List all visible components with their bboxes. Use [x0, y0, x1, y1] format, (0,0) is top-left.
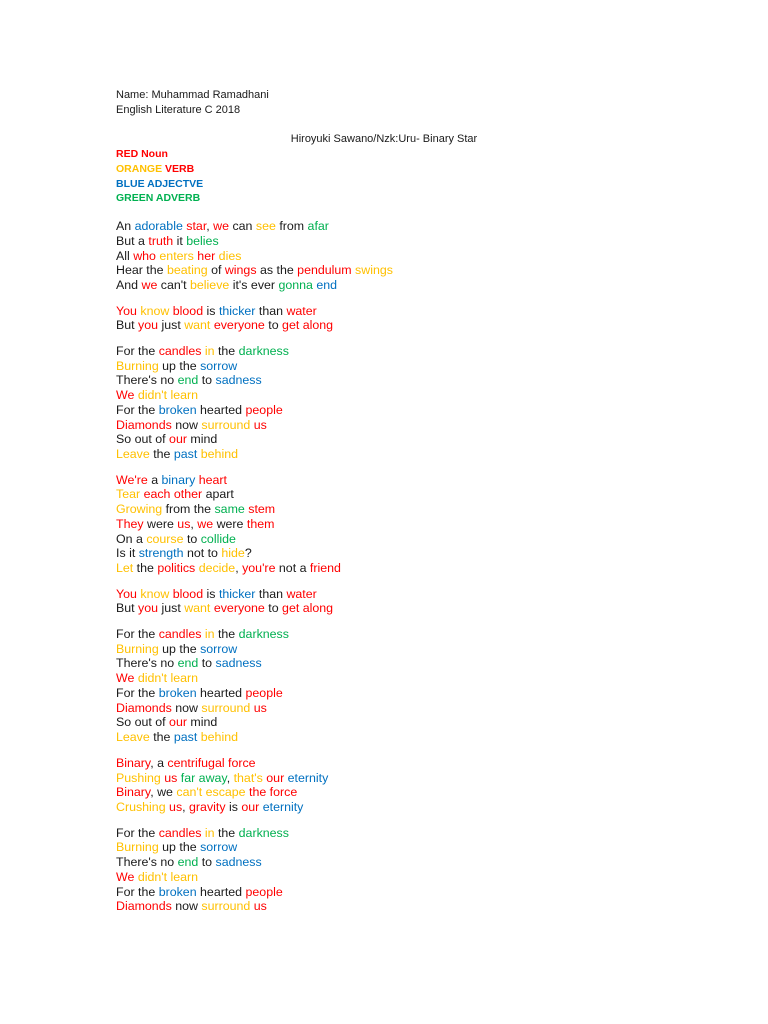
colored-word: VERB [165, 162, 195, 175]
colored-word: afar [307, 219, 329, 233]
legend-item [116, 162, 203, 177]
plain-text: than [255, 586, 287, 601]
colored-word: eternity [287, 770, 329, 785]
colored-word: broken [158, 685, 197, 700]
plain-text: But [116, 318, 139, 333]
lyric-line [116, 899, 393, 914]
plain-text: hearted [196, 685, 246, 700]
colored-word: sadness [215, 855, 262, 870]
colored-word: Burning [116, 641, 159, 656]
plain-text: to [264, 601, 283, 616]
colored-word: sadness [215, 656, 262, 671]
lyric-line [116, 885, 393, 900]
colored-word: beating [166, 263, 208, 278]
lyric-line [116, 418, 393, 433]
colored-word: you [138, 318, 159, 333]
lyric-line [116, 561, 393, 576]
lyric-line [116, 373, 393, 388]
colored-word: sadness [215, 373, 262, 388]
colored-word: Crushing [116, 800, 166, 815]
colored-word: wings [224, 263, 257, 278]
legend-item [116, 177, 203, 192]
lyric-line [116, 870, 393, 885]
colored-word: past [173, 730, 198, 745]
colored-word: water [286, 586, 317, 601]
plain-text: to [183, 531, 201, 546]
colored-word: Let [116, 561, 134, 576]
colored-word: blood [172, 303, 204, 318]
colored-word: course [146, 531, 184, 546]
colored-word: get along [282, 318, 334, 333]
colored-word: Diamonds [116, 417, 172, 432]
colored-word: behind [200, 730, 238, 745]
colored-word: can't escape [176, 785, 246, 800]
plain-text: just [158, 601, 185, 616]
colored-word: know [140, 586, 170, 601]
stanza [116, 826, 393, 915]
plain-text: , [206, 219, 214, 233]
colored-word: hide [221, 546, 245, 561]
colored-word: end [177, 656, 199, 671]
colored-word: get along [282, 601, 334, 616]
plain-text: An [116, 219, 135, 233]
colored-word: us [253, 417, 267, 432]
colored-word: darkness [238, 626, 289, 641]
plain-text: , [190, 516, 198, 531]
colored-word: same [214, 502, 245, 517]
plain-text: it [173, 233, 187, 248]
plain-text: But [116, 601, 139, 616]
colored-word: gonna [278, 278, 313, 292]
stanza [116, 627, 393, 745]
colored-word: BLUE ADJECTVE [116, 177, 204, 190]
colored-word: our [266, 770, 285, 785]
stanza [116, 473, 393, 576]
plain-text: just [158, 318, 185, 333]
plain-text: now [171, 417, 202, 432]
colored-word: adorable [134, 219, 183, 233]
colored-word: each other [143, 487, 203, 502]
colored-word: RED Noun [116, 148, 168, 160]
colored-word: broken [158, 884, 197, 899]
colored-word: that's [233, 770, 263, 785]
lyric-line [116, 219, 393, 234]
plain-text: For the [116, 884, 159, 899]
colored-word: truth [148, 233, 174, 248]
colored-word: people [245, 685, 283, 700]
plain-text: were [143, 516, 178, 531]
plain-text: mind [186, 432, 218, 447]
lyric-line [116, 304, 393, 319]
colored-word: her [197, 248, 216, 263]
colored-word: far away [180, 770, 227, 785]
plain-text: And [116, 278, 142, 292]
lyric-line [116, 730, 393, 745]
colored-word: Leave [116, 730, 150, 745]
colored-word: collide [200, 531, 236, 546]
song-title-row [0, 132, 768, 147]
plain-text: up the [158, 840, 201, 855]
plain-text: For the [116, 402, 159, 417]
plain-text: Hear the [116, 263, 167, 278]
colored-word: sorrow [200, 840, 238, 855]
plain-text: up the [158, 641, 201, 656]
lyric-line [116, 344, 393, 359]
lyric-line [116, 359, 393, 374]
plain-text: mind [186, 715, 218, 730]
lyric-line [116, 447, 393, 462]
plain-text: Is it [116, 546, 139, 561]
lyric-line [116, 656, 393, 671]
colored-word: Tear [116, 487, 141, 502]
colored-word: our [241, 800, 260, 815]
colored-word: want [184, 601, 211, 616]
stanza [116, 304, 393, 334]
lyric-line [116, 532, 393, 547]
plain-text: not a [275, 561, 310, 576]
colored-word: ORANGE [116, 162, 166, 175]
colored-word: stem [248, 502, 276, 517]
colored-word: surround [201, 417, 251, 432]
lyric-line [116, 785, 393, 800]
header [116, 88, 269, 118]
plain-text: There's no [116, 656, 178, 671]
lyric-line [116, 756, 393, 771]
plain-text: not to [183, 546, 222, 561]
colored-word: sorrow [200, 358, 238, 373]
lyric-line [116, 278, 393, 293]
colored-word: darkness [238, 825, 289, 840]
lyric-line [116, 502, 393, 517]
colored-word: our [169, 715, 187, 730]
plain-text: hearted [196, 884, 246, 899]
colored-word: You [116, 303, 137, 318]
colored-word: see [255, 219, 276, 233]
colored-word: broken [158, 402, 197, 417]
plain-text: the [149, 447, 174, 462]
colored-word: in [204, 343, 215, 358]
lyric-line [116, 263, 393, 278]
plain-text: can [229, 219, 256, 233]
colored-word: the force [249, 785, 298, 800]
colored-word: dies [218, 248, 242, 263]
colored-word: want [184, 318, 211, 333]
lyric-line [116, 432, 393, 447]
lyric-line [116, 587, 393, 602]
lyrics [116, 219, 393, 925]
colored-word: candles [158, 343, 202, 358]
colored-word: Diamonds [116, 700, 172, 715]
colored-word: We [116, 869, 135, 884]
colored-word: gravity [189, 800, 226, 815]
plain-text: the [214, 626, 239, 641]
plain-text: it's ever [229, 278, 279, 292]
colored-word: darkness [238, 343, 289, 358]
course-info: English Literature C 2018 [116, 104, 241, 116]
colored-word: We [116, 671, 135, 686]
colored-word: belies [186, 233, 219, 248]
colored-word: you [138, 601, 159, 616]
plain-text: the [214, 343, 239, 358]
lyric-line [116, 487, 393, 502]
plain-text: can't [157, 278, 191, 292]
plain-text: now [171, 899, 202, 914]
plain-text: For the [116, 825, 159, 840]
colored-word: Diamonds [116, 899, 172, 914]
colored-word: us [253, 899, 267, 914]
plain-text: to [198, 656, 216, 671]
colored-word: binary [161, 472, 196, 487]
colored-word: sorrow [200, 641, 238, 656]
colored-word: enters [159, 248, 194, 263]
plain-text: , [235, 561, 243, 576]
plain-text: to [198, 373, 216, 388]
plain-text: ? [244, 546, 252, 561]
colored-word: thicker [218, 586, 256, 601]
plain-text: For the [116, 685, 159, 700]
colored-word: them [246, 516, 275, 531]
colored-word: We [116, 388, 135, 403]
colored-word: Burning [116, 358, 159, 373]
lyric-line [116, 642, 393, 657]
colored-word: strength [138, 546, 184, 561]
plain-text: , [226, 770, 234, 785]
colored-word: know [140, 303, 170, 318]
song-title: Hiroyuki Sawano/Nzk:Uru- Binary Star [290, 133, 478, 145]
colored-word: swings [355, 263, 393, 278]
student-name: Name: Muhammad Ramadhani [116, 89, 269, 101]
colored-word: didn't learn [137, 869, 199, 884]
colored-word: star [186, 219, 207, 233]
plain-text: There's no [116, 855, 178, 870]
plain-text: For the [116, 343, 159, 358]
plain-text: , we [150, 785, 177, 800]
colored-word: end [316, 278, 338, 292]
colored-word: You [116, 586, 137, 601]
colored-word: candles [158, 825, 202, 840]
colored-word: water [286, 303, 317, 318]
colored-word: surround [201, 899, 251, 914]
plain-text: the [149, 730, 174, 745]
plain-text: There's no [116, 373, 178, 388]
lyric-line [116, 701, 393, 716]
colored-word: surround [201, 700, 251, 715]
colored-word: thicker [218, 303, 256, 318]
plain-text: hearted [196, 402, 246, 417]
plain-text: from the [162, 502, 215, 517]
colored-word: blood [172, 586, 204, 601]
plain-text: So out of [116, 715, 170, 730]
plain-text: All [116, 248, 134, 263]
colored-word: in [204, 825, 215, 840]
colored-word: behind [200, 447, 238, 462]
legend-item [116, 147, 203, 162]
colored-word: our [169, 432, 187, 447]
colored-word: believe [190, 278, 230, 292]
colored-word: you're [242, 561, 276, 576]
lyric-line [116, 249, 393, 264]
colored-word: Binary [116, 785, 151, 800]
plain-text: is [225, 800, 242, 815]
lyric-line [116, 388, 393, 403]
lyric-line [116, 686, 393, 701]
colored-word: everyone [213, 318, 265, 333]
colored-word: pendulum [297, 263, 352, 278]
colored-word: people [245, 884, 283, 899]
legend-item [116, 191, 203, 206]
plain-text: But a [116, 233, 149, 248]
plain-text: now [171, 700, 202, 715]
colored-word: past [173, 447, 198, 462]
colored-word: end [177, 855, 199, 870]
stanza [116, 219, 393, 293]
colored-word: who [133, 248, 156, 263]
plain-text: is [203, 303, 219, 318]
lyric-line [116, 601, 393, 616]
lyric-line [116, 473, 393, 488]
lyric-line [116, 840, 393, 855]
colored-word: centrifugal force [167, 755, 256, 770]
colored-word: people [245, 402, 283, 417]
colored-word: everyone [213, 601, 265, 616]
lyric-line [116, 627, 393, 642]
stanza [116, 587, 393, 617]
colored-word: Growing [116, 502, 163, 517]
lyric-line [116, 715, 393, 730]
stanza [116, 344, 393, 462]
lyric-line [116, 771, 393, 786]
plain-text: were [213, 516, 247, 531]
colored-word: we [213, 219, 230, 233]
plain-text: to [198, 855, 216, 870]
plain-text: is [203, 586, 219, 601]
colored-word: Pushing [116, 770, 161, 785]
plain-text: the [214, 825, 239, 840]
lyric-line [116, 517, 393, 532]
lyric-line [116, 403, 393, 418]
colored-word: They [116, 516, 144, 531]
lyric-line [116, 318, 393, 333]
colored-word: heart [198, 472, 227, 487]
lyric-line [116, 800, 393, 815]
plain-text: apart [202, 487, 234, 502]
plain-text: , [182, 800, 190, 815]
plain-text: , a [150, 755, 168, 770]
lyric-line [116, 855, 393, 870]
colored-word: eternity [262, 800, 304, 815]
colored-word: Leave [116, 447, 150, 462]
plain-text: On a [116, 531, 147, 546]
colored-word: Burning [116, 840, 159, 855]
colored-word: politics [157, 561, 196, 576]
plain-text: from [275, 219, 308, 233]
plain-text: up the [158, 358, 201, 373]
stanza [116, 756, 393, 815]
plain-text: For the [116, 626, 159, 641]
plain-text: than [255, 303, 287, 318]
lyric-line [116, 826, 393, 841]
plain-text: to [264, 318, 283, 333]
colored-word: we [141, 278, 158, 292]
plain-text: the [133, 561, 158, 576]
plain-text: as the [256, 263, 298, 278]
lyric-line [116, 546, 393, 561]
colored-word: didn't learn [137, 388, 199, 403]
plain-text: So out of [116, 432, 170, 447]
colored-word: We're [116, 472, 148, 487]
colored-word: us [169, 800, 183, 815]
colored-word: end [177, 373, 199, 388]
plain-text: a [147, 472, 162, 487]
plain-text: of [207, 263, 225, 278]
lyric-line [116, 671, 393, 686]
lyric-line [116, 234, 393, 249]
colored-word: we [197, 516, 214, 531]
colored-word: friend [309, 561, 341, 576]
colored-word: GREEN ADVERB [116, 192, 201, 205]
colored-word: us [177, 516, 191, 531]
colored-word: in [204, 626, 215, 641]
colored-word: Binary [116, 755, 151, 770]
colored-word: didn't learn [137, 671, 199, 686]
colored-word: us [164, 770, 178, 785]
colored-word: decide [198, 561, 236, 576]
colored-word: us [253, 700, 267, 715]
color-legend [116, 147, 203, 206]
colored-word: candles [158, 626, 202, 641]
